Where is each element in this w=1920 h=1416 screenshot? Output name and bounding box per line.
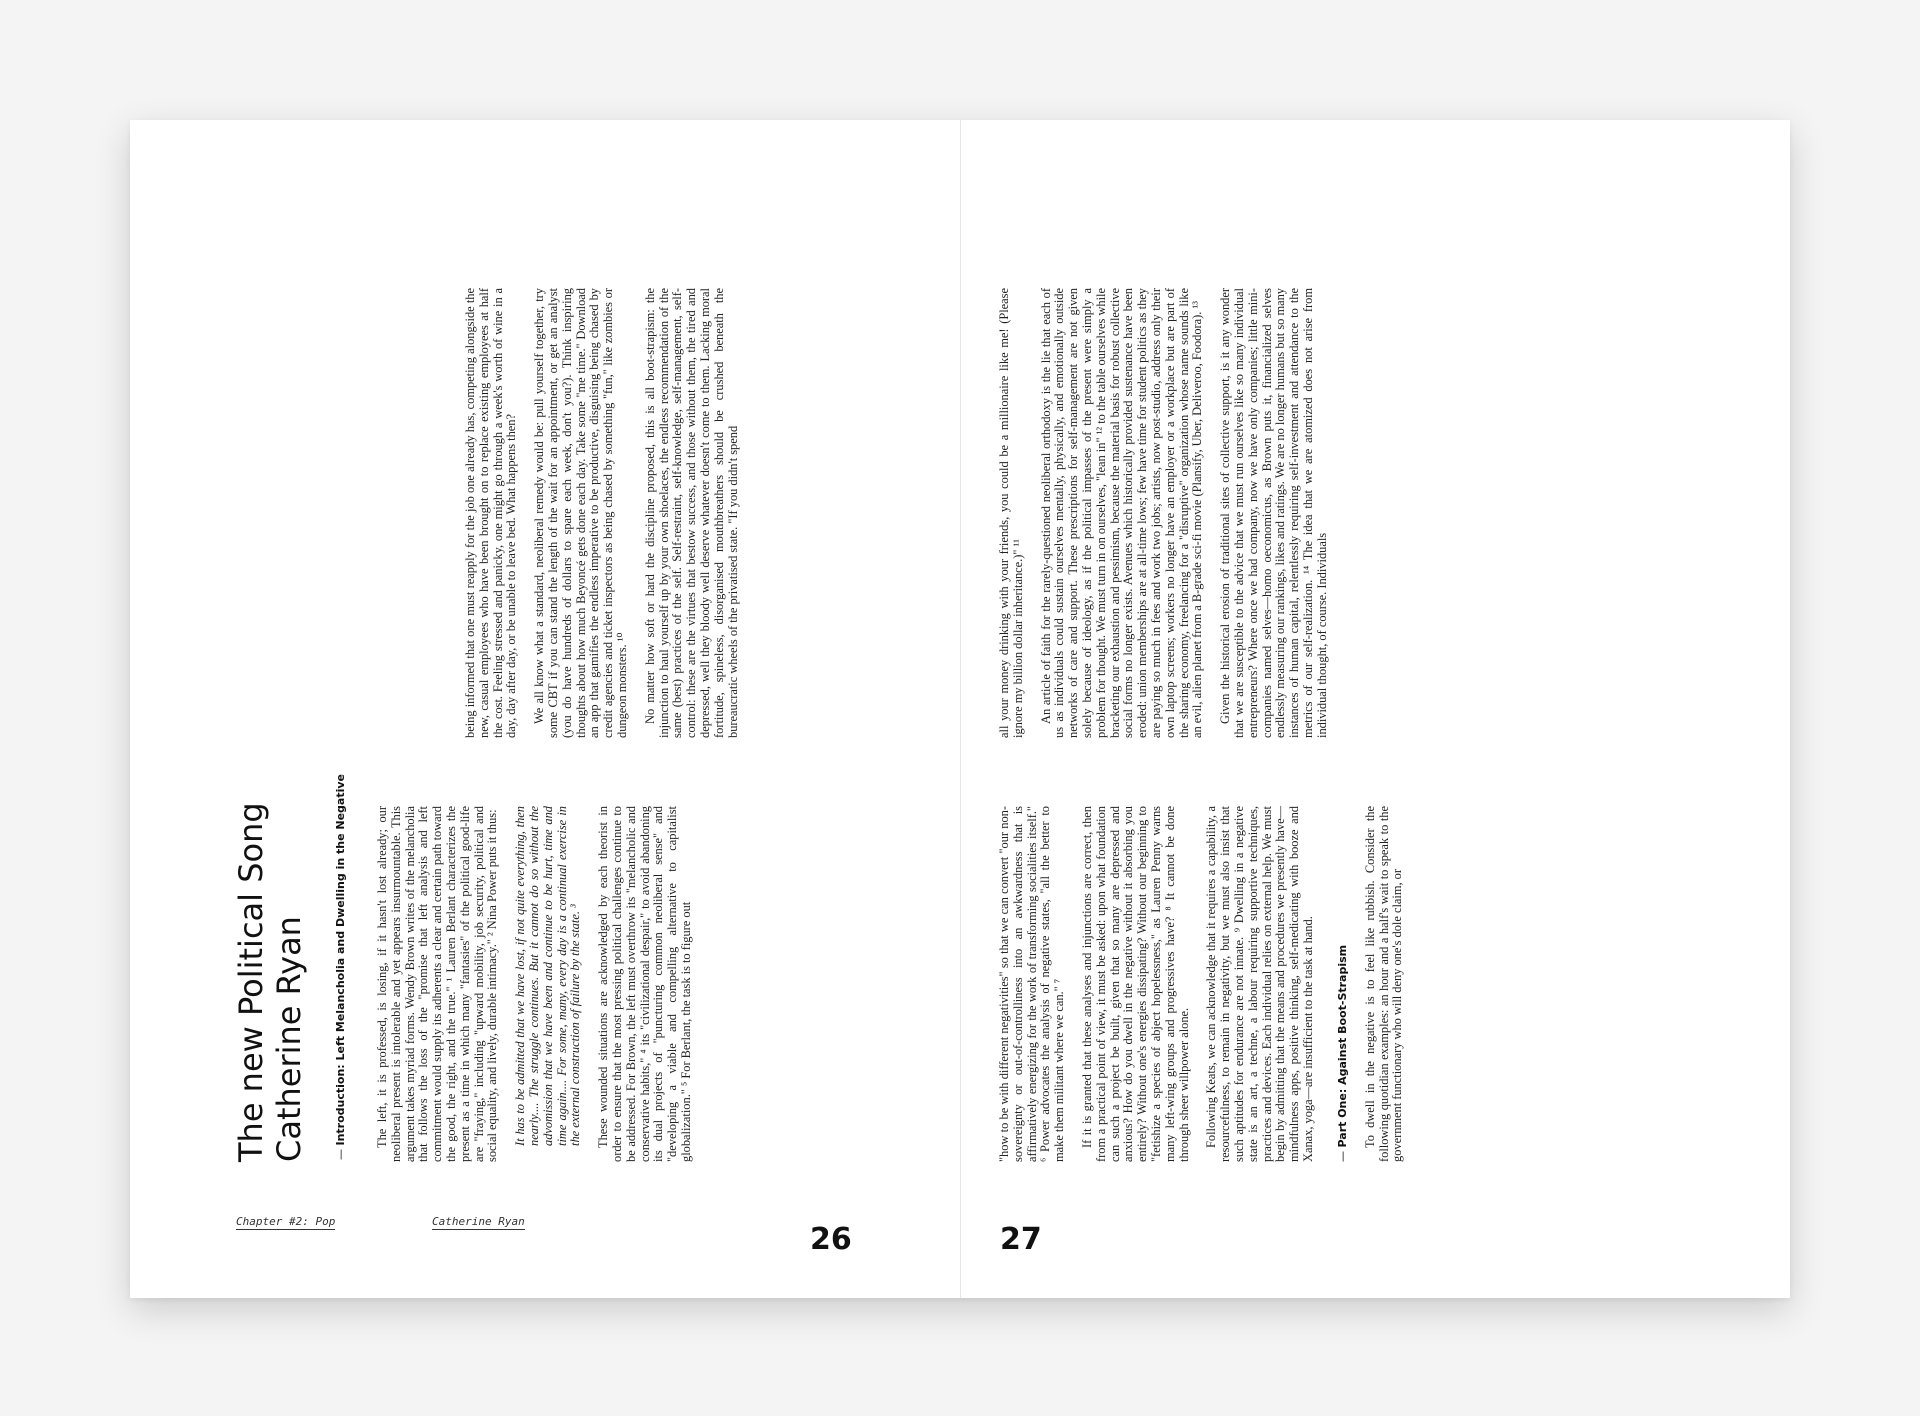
intro-heading	[334, 773, 348, 1160]
part-heading	[1336, 806, 1350, 1162]
paragraph: An article of faith for the rarely-questioned neoliberal orthodoxy is the lie that each of us as individuals could sustain ourselves mentally, physically, and emotionally outside networks of care and support. These prescriptions for self-management are not given solely because of ideology, as if the political impasses of the present were simply a problem for thought. We must turn in on ourselves, "lean in" ¹² to the table ourselves while bracketing our exhaustion and pessimism, because the material basis for robust collective social forms no longer exists. Avenues which historically provided sustenance have been eroded: union memberships are at all-time lows; few have time for student politics as they are paying so much in fees and work two jobs; artists, now post-studio, address only their own laptop screens; workers no longer have an employer or a workplace but are part of the sharing economy, freelancing for a "disruptive" organization whose name sounds like an evil, alien planet from a B-grade sci-fi movie (Plansify, Uber, Deliveroo, Foodora). ¹³	[1038, 288, 1205, 738]
paragraph: all your money drinking with your friends, you could be a millionaire like me! (Please ignore my billion dollar inheritance.)" ¹¹	[997, 288, 1025, 738]
paragraph: Given the historical erosion of traditional sites of collective support, is it any wonder that we are susceptible to the advice that we must run ourselves like so many individual entrepreneurs? Where once we had company, now we have only companies; little mini-companies named selves—homo oeconomicus, as Brown puts it, financialized selves endlessly measuring our rankings, likes and ratings. We are no longer humans but so many instances of human capital, relentlessly requiring self-investment and attendance to the metrics of our self-realization. ¹⁴ The idea that we are atomized does not arise from individual thought, of course. Individuals	[1218, 288, 1329, 738]
paragraph: To dwell in the negative is to feel like rubbish. Consider the following quotidian examples: an hour and a half's wait to speak to the government functionary who will deny one's dole claim, or	[1362, 806, 1405, 1162]
right-page	[960, 120, 1790, 1298]
article-title	[232, 802, 308, 1162]
left-page	[130, 120, 960, 1298]
paragraph: "how to be with different negativities" so that we can convert "our non-sovereignty or out-of-controlliness into an awkwardness that is affirmatively energizing for the work of transforming socialities itself." ⁶ Power advocates the analysis of negative states, "all the better to make them militant where we can." ⁷	[997, 806, 1067, 1162]
paragraph: being informed that one must reapply for the job one already has, competing alongside the new, casual employees who have been brought on to replace existing employees at half the cost. Feeling stressed and panicky, one might go through a week's worth of wine in a day, day after day, or be unable to leave bed. What happens then?	[463, 288, 519, 738]
author-label: Catherine Ryan	[432, 1215, 525, 1228]
right-column-2	[998, 288, 1330, 738]
title-author: Catherine Ryan	[270, 916, 308, 1162]
paragraph: These wounded situations are acknowledged by each theorist in order to ensure that the most pressing political challenges continue to be addressed. For Brown, the left must overthrow its "melancholic and conservative habits," ⁴ its "civilizational despair," to avoid abandoning its dual projects of "puncturing common neoliberal sense" and "developing a viable and compelling alternative to capitalist globalization." ⁵ For Berlant, the task is to figure out	[596, 806, 693, 1162]
title-line-1: The new Political Song	[232, 802, 270, 1162]
paragraph: If it is granted that these analyses and injunctions are correct, then from a practical point of view, it must be asked: upon what foundation can such a project be built, given that so many are depressed and anxious? How do you dwell in the negative without it absorbing you entirely? Without one's energies dissipating? Without our beginning to "fetishize a species of abject hopelessness," as Lauren Penny warns many left-wing groups and progressives have? ⁸ It cannot be done through sheer willpower alone.	[1079, 806, 1191, 1162]
intro-heading-dash: —	[334, 1145, 347, 1160]
paragraph: Following Keats, we can acknowledge that it requires a capability, a resourcefulness, to remain in negativity, but we must also insist that such aptitudes for endurance are not innate. ⁹ Dwelling in a negative state is an art, a techne, a labour requiring supportive techniques, practices and devices. Each individual relies on external help. We must begin by admitting that the means and procedures we presently have—mindfulness apps, positive thinking, self-medicating with booze and Xanax, yoga—are insufficient to the task at hand.	[1204, 806, 1315, 1162]
page-number-right: 27	[1000, 1222, 1042, 1257]
paragraph: No matter how soft or hard the discipline proposed, this is all boot-strapism: the injunction to haul yourself up by your own shoelaces, the endless recommendation of the same (best) practices of the self. Self-restraint, self-knowledge, self-management, self-control: these are the virtues that bestow success, and those without them, the tired and depressed, well they bloody well deserve whatever doesn't come to them. Lacking moral fortitude, spineless, disorganised mouthbreathers should be crushed beneath the bureaucratic wheels of the privatised state. "If you didn't spend	[642, 288, 740, 738]
part-heading-dash: —	[1335, 1147, 1349, 1162]
chapter-label: Chapter #2: Pop	[236, 1215, 336, 1228]
intro-heading-text: Introduction: Left Melancholia and Dwelling in the Negative	[334, 773, 347, 1146]
block-quote: It has to be admitted that we have lost, if not quite everything, then nearly.... The struggle continues. But it cannot do so without the advomission that we have been and continue to be hurt, time and time again.... For some, many, every day is a continual exercise in the external construction of failure by the state. ³	[513, 806, 583, 1146]
page-number-left: 26	[810, 1222, 852, 1257]
part-heading-text: Part One: Against Boot-Strapism	[1335, 944, 1349, 1148]
paragraph: We all know what a standard, neoliberal remedy would be: pull yourself together, try some CBT if you can stand the length of the wait for an appointment, or get an analyst (you do have hundreds of dollars to spare each week, don't you?). Think inspiring thoughts about how much Beyoncé gets done each day. Take some "me time." Download an app that gamifies the endless imperative to be productive, disguising being chased by credit agencies and ticket inspectors as being chased by something "fun," like zombies or dungeon monsters. ¹⁰	[532, 288, 629, 738]
article-title-block	[232, 802, 308, 1162]
left-column-2-text	[464, 288, 740, 738]
book-spread	[130, 120, 1790, 1298]
right-column-1	[998, 806, 1405, 1162]
paragraph: The left, it is professed, is losing, if it hasn't lost already; our neoliberal present is intolerable and yet appears insurmountable. This argument takes myriad forms. Wendy Brown writes of the melancholia that follows the loss of the "promise that left analysis and left commitment would supply its adherents a clear and certain path toward the good, the right, and the true." ¹ Lauren Berlant characterizes the present as a time in which many "fantasies" of the political good-life are "fraying," including "upward mobility, job security, political and social equality, and lively, durable intimacy." ² Nina Power puts it thus:	[375, 806, 500, 1162]
left-column-1	[376, 806, 694, 1162]
